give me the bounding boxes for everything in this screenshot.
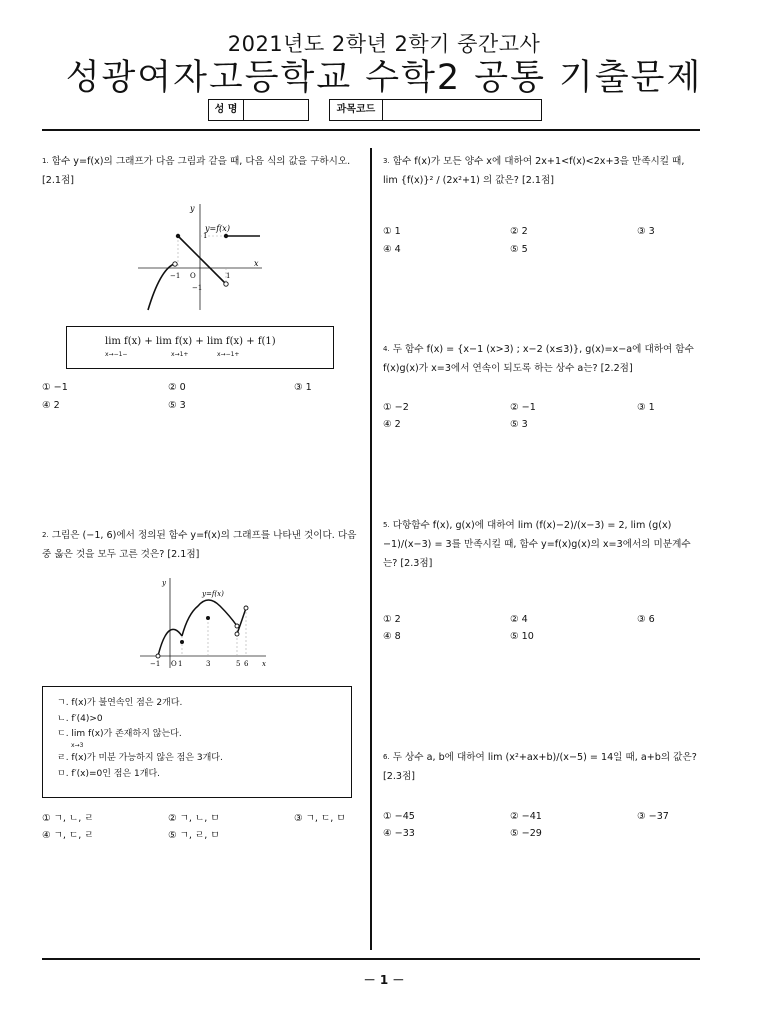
choice-4[interactable]: ④ 8	[383, 631, 401, 642]
choice-5[interactable]: ⑤ 3	[168, 400, 186, 411]
svg-text:6: 6	[244, 660, 249, 668]
statement-e: ㅁ. f′(x)=0인 점은 1개다.	[57, 769, 161, 779]
graph-function-label: y=f(x)	[202, 590, 224, 598]
question-text: 두 상수 a, b에 대하여 lim (x²+ax+b)/(x−5) = 14일 때, a+b의 값은? [2.3점]	[383, 752, 697, 782]
question-number: 4.	[383, 345, 390, 353]
svg-text:5: 5	[236, 660, 241, 668]
choice-1[interactable]: ① −45	[383, 811, 415, 822]
page-number: － 1 －	[363, 973, 405, 987]
svg-text:y: y	[162, 579, 166, 587]
choice-3[interactable]: ③ ㄱ, ㄷ, ㅁ	[294, 813, 346, 824]
question-2-statements-box	[42, 686, 352, 798]
exam-subtitle: 2021년도 2학년 2학기 중간고사	[227, 32, 541, 56]
svg-text:O: O	[190, 272, 196, 280]
choice-2[interactable]: ② −1	[510, 402, 536, 413]
svg-text:−1: −1	[170, 272, 181, 280]
choice-2[interactable]: ② ㄱ, ㄴ, ㅁ	[168, 813, 220, 824]
choice-1[interactable]: ① −2	[383, 402, 409, 413]
question-number: 5.	[383, 521, 390, 529]
svg-text:−1: −1	[192, 284, 203, 292]
choice-4[interactable]: ④ ㄱ, ㄷ, ㄹ	[42, 830, 94, 841]
limit-expression: lim f(x) + lim f(x) + lim f(x) + f(1)	[105, 336, 276, 347]
choice-3[interactable]: ③ 3	[637, 226, 655, 237]
statement-c-subscript: x→3	[71, 742, 84, 749]
svg-text:x: x	[254, 259, 259, 268]
svg-text:1: 1	[178, 660, 183, 668]
choice-4[interactable]: ④ 2	[383, 419, 401, 430]
statement-b: ㄴ. f′(4)>0	[57, 714, 103, 724]
choice-5[interactable]: ⑤ 5	[510, 244, 528, 255]
question-1-graph	[138, 200, 264, 312]
footer-divider	[42, 958, 700, 960]
header-divider	[42, 129, 700, 131]
question-text: 함수 y=f(x)의 그래프가 다음 그림과 같을 때, 다음 식의 값을 구하시오. [2.1점]	[42, 156, 351, 186]
choice-2[interactable]: ② 2	[510, 226, 528, 237]
question-3	[383, 152, 701, 190]
question-4	[383, 340, 701, 378]
question-1-expression-box	[66, 326, 334, 369]
choice-4[interactable]: ④ 4	[383, 244, 401, 255]
choice-3[interactable]: ③ −37	[637, 811, 669, 822]
svg-text:−1: −1	[150, 660, 161, 668]
question-text: 다항함수 f(x), g(x)에 대하여 lim (f(x)−2)/(x−3) = 2, lim (g(x)−1)/(x−3) = 3를 만족시킬 때, 함수 y=f(x)g(x)의 x=3에서의 미분계수는? [2.3점]	[383, 520, 691, 569]
statement-a: ㄱ. f(x)가 불연속인 점은 2개다.	[57, 698, 183, 708]
svg-text:O: O	[171, 660, 177, 668]
choice-1[interactable]: ① −1	[42, 382, 68, 393]
svg-text:x: x	[262, 660, 266, 668]
choice-4[interactable]: ④ −33	[383, 828, 415, 839]
choice-2[interactable]: ② 4	[510, 614, 528, 625]
question-6	[383, 748, 701, 786]
limit-subscript-3: x→−1+	[217, 351, 240, 358]
svg-text:y: y	[190, 204, 195, 213]
choice-5[interactable]: ⑤ ㄱ, ㄹ, ㅁ	[168, 830, 220, 841]
limit-subscript-1: x→−1−	[105, 351, 128, 358]
statement-c: ㄷ. lim f(x)가 존재하지 않는다.	[57, 729, 182, 739]
choice-5[interactable]: ⑤ −29	[510, 828, 542, 839]
question-number: 1.	[42, 157, 49, 165]
graph-function-label: y=f(x)	[205, 224, 230, 233]
statement-d: ㄹ. f(x)가 미분 가능하지 않은 점은 3개다.	[57, 753, 223, 763]
choice-5[interactable]: ⑤ 3	[510, 419, 528, 430]
choice-5[interactable]: ⑤ 10	[510, 631, 534, 642]
column-divider	[370, 148, 372, 950]
exam-title: 성광여자고등학교 수학2 공통 기출문제	[65, 58, 703, 98]
choice-3[interactable]: ③ 6	[637, 614, 655, 625]
name-label: 성 명	[208, 99, 244, 121]
question-2	[42, 526, 360, 564]
svg-text:1: 1	[226, 272, 231, 280]
svg-text:1: 1	[203, 232, 208, 240]
question-text: 그림은 (−1, 6)에서 정의된 함수 y=f(x)의 그래프를 나타낸 것이다. 다음 중 옳은 것을 모두 고른 것은? [2.1점]	[42, 530, 357, 560]
code-field-group	[329, 99, 542, 121]
choice-2[interactable]: ② −41	[510, 811, 542, 822]
question-text: 두 함수 f(x) = {x−1 (x>3) ; x−2 (x≤3)}, g(x)=x−a에 대하여 함수 f(x)g(x)가 x=3에서 연속이 되도록 하는 상수 a는? [2.2점]	[383, 344, 694, 374]
statement-list	[57, 695, 223, 782]
question-1	[42, 152, 360, 190]
question-2-graph	[138, 576, 268, 670]
choice-3[interactable]: ③ 1	[637, 402, 655, 413]
choice-4[interactable]: ④ 2	[42, 400, 60, 411]
subject-code-label: 과목코드	[329, 99, 383, 121]
name-field[interactable]	[244, 99, 309, 121]
name-field-group	[208, 99, 309, 121]
question-number: 6.	[383, 753, 390, 761]
choice-1[interactable]: ① 1	[383, 226, 401, 237]
choice-1[interactable]: ① 2	[383, 614, 401, 625]
student-info-row	[208, 99, 542, 121]
question-text: 함수 f(x)가 모든 양수 x에 대하여 2x+1<f(x)<2x+3을 만족시킬 때, lim {f(x)}² / (2x²+1) 의 값은? [2.1점]	[383, 156, 685, 186]
choice-2[interactable]: ② 0	[168, 382, 186, 393]
question-number: 3.	[383, 157, 390, 165]
svg-text:3: 3	[206, 660, 211, 668]
choice-1[interactable]: ① ㄱ, ㄴ, ㄹ	[42, 813, 94, 824]
choice-3[interactable]: ③ 1	[294, 382, 312, 393]
limit-subscript-2: x→1+	[171, 351, 189, 358]
subject-code-field[interactable]	[383, 99, 542, 121]
question-number: 2.	[42, 531, 49, 539]
question-5	[383, 516, 701, 573]
